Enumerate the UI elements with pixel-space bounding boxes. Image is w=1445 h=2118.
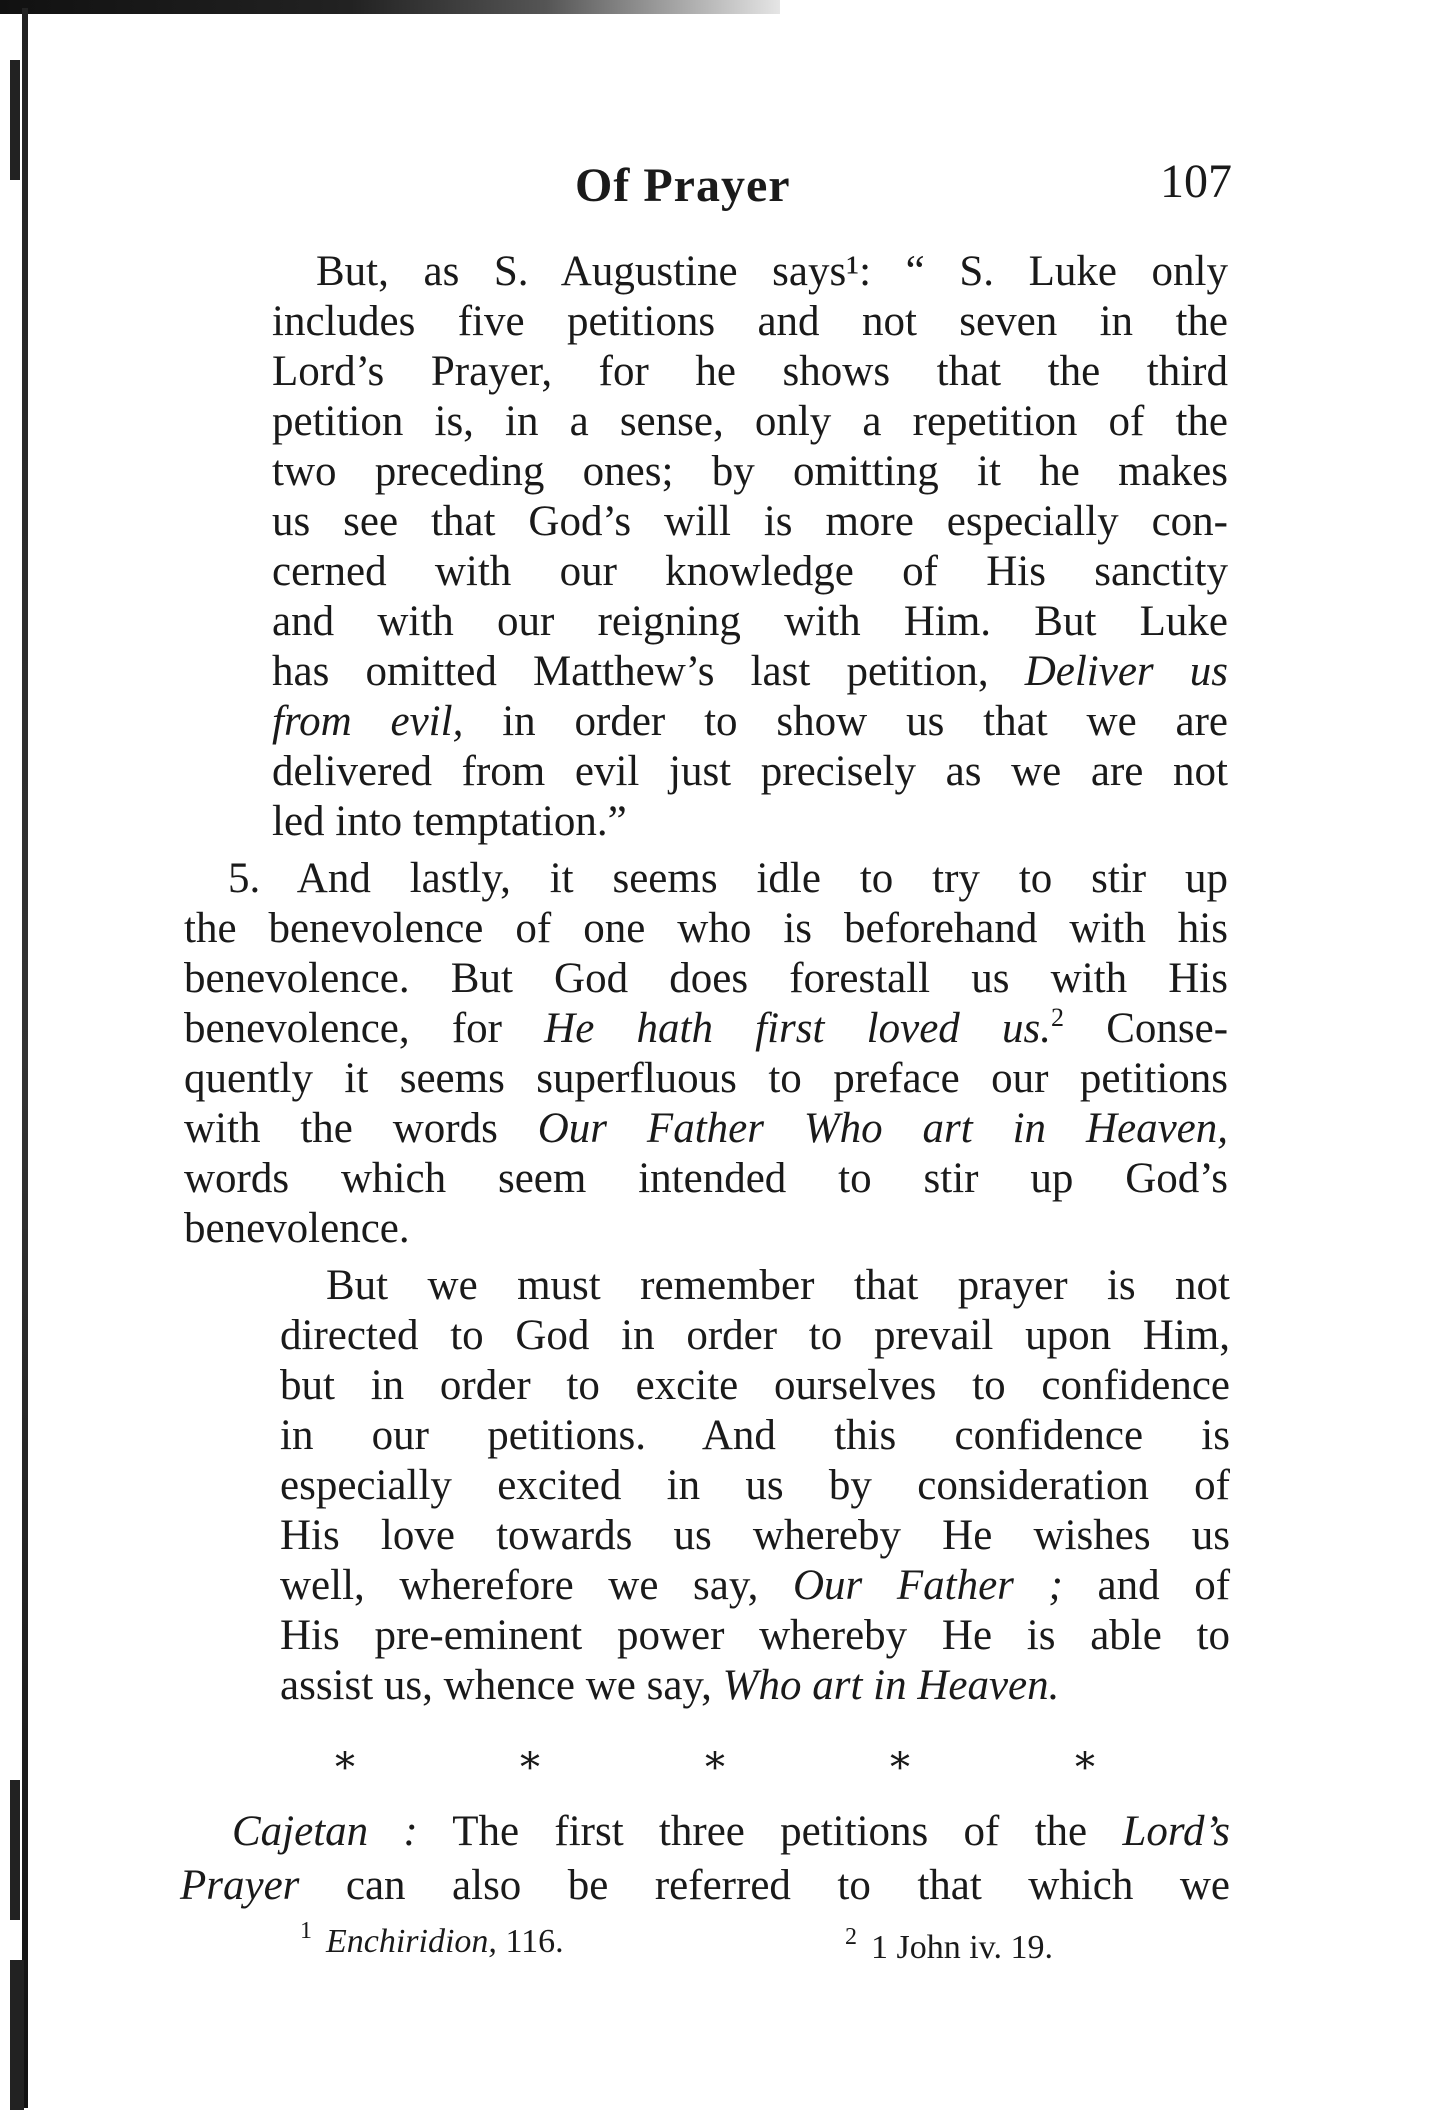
italic-phrase: He hath first loved us. <box>544 1005 1051 1052</box>
footnote-marker: 2 <box>845 1924 857 1950</box>
italic-phrase: from evil, <box>272 698 464 745</box>
text-span: well, wherefore we say, <box>280 1562 759 1609</box>
text-line: in our petitions. And this confidence is <box>280 1412 1230 1459</box>
separator-star: * <box>890 1745 910 1791</box>
text-line: benevolence. But God does forestall us with His <box>184 955 1228 1002</box>
scan-speck <box>10 1780 20 1920</box>
separator-star: * <box>520 1745 540 1791</box>
text-line: the benevolence of one who is beforehand with his <box>184 905 1228 952</box>
text-line: Lord’s Prayer, for he shows that the third <box>272 348 1228 395</box>
scan-edge-top <box>0 0 780 14</box>
text-line <box>280 1662 1059 1710</box>
scan-edge-left <box>22 8 28 2108</box>
text-line: words which seem intended to stir up God’s <box>184 1155 1228 1202</box>
italic-phrase: Our Father ; <box>792 1562 1063 1609</box>
separator-star: * <box>1075 1745 1095 1791</box>
text-line: 5. And lastly, it seems idle to try to stir up <box>228 855 1228 902</box>
text-line: delivered from evil just precisely as we are not <box>272 748 1228 795</box>
text-line <box>272 698 1228 746</box>
italic-phrase: Cajetan : <box>232 1808 418 1855</box>
text-span: and of <box>1097 1562 1231 1609</box>
text-line: especially excited in us by consideration of <box>280 1462 1230 1509</box>
text-line: and with our reigning with Him. But Luke <box>272 598 1228 645</box>
running-header <box>0 150 1445 220</box>
footnote-2 <box>845 1924 1053 1967</box>
text-line <box>272 648 1228 696</box>
footnote-ref: 2 <box>1050 1003 1064 1032</box>
italic-phrase: Who art in Heaven. <box>722 1662 1060 1709</box>
text-line <box>184 1105 1228 1153</box>
text-span: Conse- <box>1106 1005 1229 1052</box>
footnote-source: Enchiridion, <box>326 1923 497 1960</box>
italic-phrase: Prayer <box>180 1862 300 1909</box>
text-span: assist us, whence we say, <box>280 1662 712 1709</box>
text-line: petition is, in a sense, only a repetition of the <box>272 398 1228 445</box>
text-line: two preceding ones; by omitting it he makes <box>272 448 1228 495</box>
text-line: includes five petitions and not seven in the <box>272 298 1228 345</box>
text-span: benevolence, for <box>184 1005 502 1052</box>
text-line: But, as S. Augustine says¹: “ S. Luke only <box>316 248 1228 295</box>
text-line <box>280 1562 1230 1610</box>
page-number: 107 <box>1160 155 1232 208</box>
footnote-ref-number: 116. <box>505 1923 564 1960</box>
text-span: can also be referred to that which we <box>345 1862 1230 1909</box>
italic-phrase: Deliver us <box>1024 648 1229 695</box>
text-line: cerned with our knowledge of His sanctity <box>272 548 1228 595</box>
footnote-marker: 1 <box>300 1918 312 1944</box>
footnote-text: 1 John iv. 19. <box>871 1929 1053 1966</box>
text-line <box>180 1862 1230 1910</box>
text-line: His pre-eminent power whereby He is able to <box>280 1612 1230 1659</box>
italic-phrase: Lord’s <box>1122 1808 1231 1855</box>
text-span: in order to show us that we are <box>502 698 1229 745</box>
italic-phrase: Our Father Who art in Heaven, <box>537 1105 1228 1152</box>
scan-speck <box>10 1960 24 2110</box>
running-title: Of Prayer <box>575 159 791 212</box>
text-span: has omitted Matthew’s last petition, <box>272 648 989 695</box>
section-separator <box>335 1745 1095 1791</box>
footnote-1 <box>300 1918 564 1961</box>
text-span: with the words <box>184 1105 498 1152</box>
text-line <box>232 1808 1230 1856</box>
text-line <box>184 1005 1228 1053</box>
separator-star: * <box>335 1745 355 1791</box>
text-line: His love towards us whereby He wishes us <box>280 1512 1230 1559</box>
text-line: led into temptation.” <box>272 798 627 845</box>
text-line: But we must remember that prayer is not <box>326 1262 1230 1309</box>
text-line: directed to God in order to prevail upon Him, <box>280 1312 1230 1359</box>
text-line: quently it seems superfluous to preface our petitions <box>184 1055 1228 1102</box>
separator-star: * <box>705 1745 725 1791</box>
text-span: The first three petitions of the <box>452 1808 1088 1855</box>
text-line: but in order to excite ourselves to confidence <box>280 1362 1230 1409</box>
text-line: benevolence. <box>184 1205 410 1252</box>
text-line: us see that God’s will is more especially con- <box>272 498 1228 545</box>
